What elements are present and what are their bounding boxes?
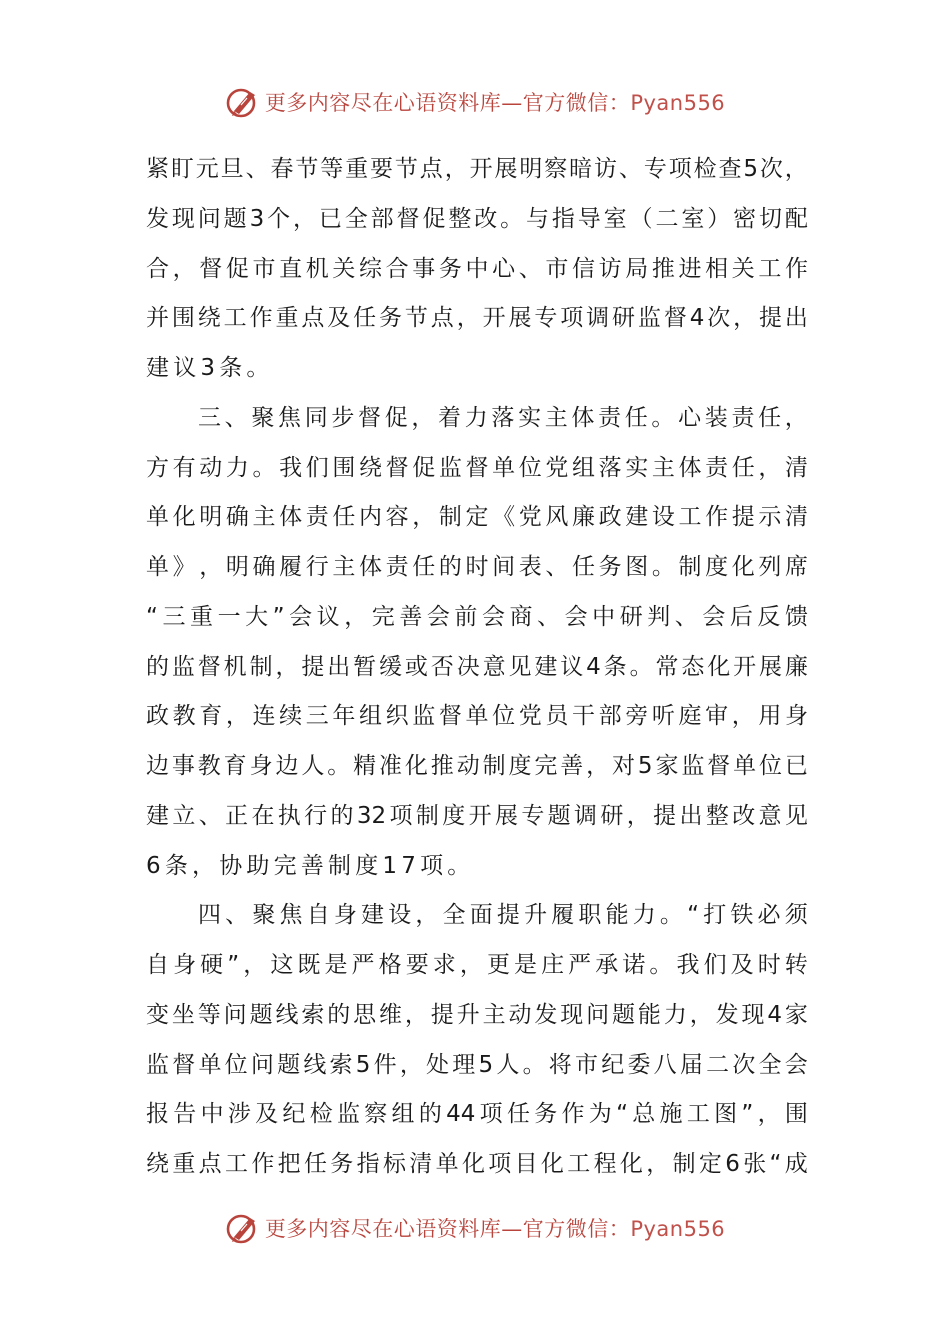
text-line: “ 三 重 一 大 ” 会 议 ， 完 善 会 前 会 商 、 会 中 研 判 、 会 后 反 馈 [146,603,808,630]
pen-nib-circle-icon [225,1210,261,1246]
text-line: 自 身 硬 ” ， 这 既 是 严 格 要 求 ， 更 是 庄 严 承 诺 。 我 们 及 时 转 [146,952,808,978]
text-line: 单 》 ， 明 确 履 行 主 体 责 任 的 时 间 表 、 任 务 图 。 制 度 化 列 席 [146,554,808,580]
text-line: 6条，协助完善制度17项。 [146,852,475,879]
header-watermark [0,80,950,124]
text-line: 政 教 育 ， 连 续 三 年 组 织 监 督 单 位 党 员 干 部 旁 听 庭 审 ， 用 身 [146,703,808,730]
text-line: 发 现 问 题 3 个 ， 已 全 部 督 促 整 改 。 与 指 导 室 （ 二 室 ） 密 切 配 [146,205,808,232]
text-line: 监 督 单 位 问 题 线 索 5 件 ， 处 理 5 人 。 将 市 纪 委 八 届 二 次 全 会 [146,1051,808,1078]
article-body [146,145,808,1190]
watermark-wechat-id: Pyan556 [630,1217,726,1241]
text-line: 报 告 中 涉 及 纪 检 监 察 组 的 44 项 任 务 作 为 “ 总 施 工 图 ” ， 围 [146,1101,808,1128]
watermark-text: 更多内容尽在心语资料库—官方微信：Pyan556 [264,91,726,115]
text-line: 建议3条。 [146,355,274,381]
text-line: 的 监 督 机 制 ， 提 出 暂 缓 或 否 决 意 见 建 议 4 条 。 常 态 化 开 展 廉 [146,653,808,680]
text-line: 边 事 教 育 身 边 人 。 精 准 化 推 动 制 度 完 善 ， 对 5 家 监 督 单 位 已 [146,753,808,779]
text-line: 三 、 聚 焦 同 步 督 促 ， 着 力 落 实 主 体 责 任 。 心 装 责 任 ， [198,404,808,431]
text-line: 合 ， 督 促 市 直 机 关 综 合 事 务 中 心 、 市 信 访 局 推 进 相 关 工 作 [146,255,808,282]
text-line: 变 坐 等 问 题 线 索 的 思 维 ， 提 升 主 动 发 现 问 题 能 力 ， 发 现 4 家 [146,1001,808,1028]
text-line: 紧 盯 元 旦 、 春 节 等 重 要 节 点 ， 开 展 明 察 暗 访 、 专 项 检 查 5 次 ， [146,156,808,182]
watermark-wechat-id: Pyan556 [630,91,726,115]
text-line: 建 立 、 正 在 执 行 的 32 项 制 度 开 展 专 题 调 研 ， 提 出 整 改 意 见 [146,802,808,829]
text-line: 方 有 动 力 。 我 们 围 绕 督 促 监 督 单 位 党 组 落 实 主 体 责 任 ， 清 [146,454,808,481]
watermark-text: 更多内容尽在心语资料库—官方微信：Pyan556 [264,1217,726,1241]
pen-nib-circle-icon [225,84,261,120]
text-line: 单 化 明 确 主 体 责 任 内 容 ， 制 定 《 党 风 廉 政 建 设 工 作 提 示 清 [146,504,808,531]
text-line: 绕 重 点 工 作 把 任 务 指 标 清 单 化 项 目 化 工 程 化 ， 制 定 6 张 “ 成 [146,1151,808,1177]
text-line: 并 围 绕 工 作 重 点 及 任 务 节 点 ， 开 展 专 项 调 研 监 督 4 次 ， 提 出 [146,305,808,332]
footer-watermark [0,1206,950,1250]
text-line: 四 、 聚 焦 自 身 建 设 ， 全 面 提 升 履 职 能 力 。 “ 打 铁 必 须 [198,902,808,929]
